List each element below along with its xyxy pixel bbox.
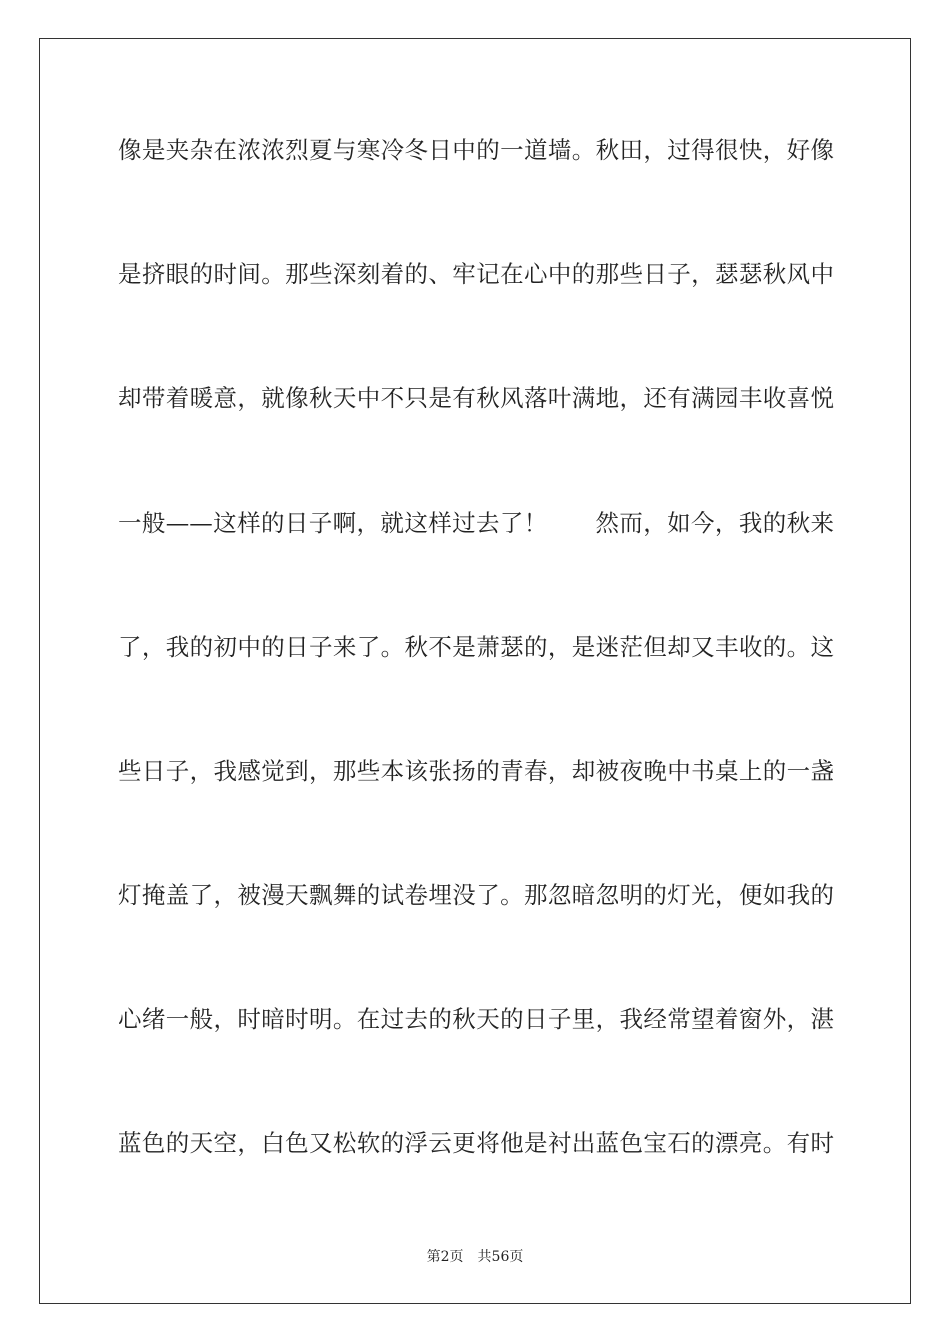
page-border xyxy=(39,38,911,1304)
page-number-footer: 第2页 共56页 xyxy=(426,1249,524,1265)
body-text-line: 一般——这样的日子啊，就这样过去了！ 然而，如今，我的秋来 xyxy=(118,509,834,537)
body-text-line: 灯掩盖了，被漫天飘舞的试卷埋没了。那忽暗忽明的灯光，便如我的 xyxy=(118,881,834,909)
body-text-line: 是挤眼的时间。那些深刻着的、牢记在心中的那些日子，瑟瑟秋风中 xyxy=(118,260,834,288)
body-text-line: 像是夹杂在浓浓烈夏与寒冷冬日中的一道墙。秋田，过得很快，好像 xyxy=(118,136,834,164)
body-text-line: 些日子，我感觉到，那些本该张扬的青春，却被夜晚中书桌上的一盏 xyxy=(118,757,834,785)
body-text-line: 心绪一般，时暗时明。在过去的秋天的日子里，我经常望着窗外，湛 xyxy=(118,1005,834,1033)
body-text-line: 却带着暖意，就像秋天中不只是有秋风落叶满地，还有满园丰收喜悦 xyxy=(118,384,834,412)
body-text-line: 了，我的初中的日子来了。秋不是萧瑟的，是迷茫但却又丰收的。这 xyxy=(118,633,834,661)
body-text-line: 蓝色的天空，白色又松软的浮云更将他是衬出蓝色宝石的漂亮。有时 xyxy=(118,1129,834,1157)
